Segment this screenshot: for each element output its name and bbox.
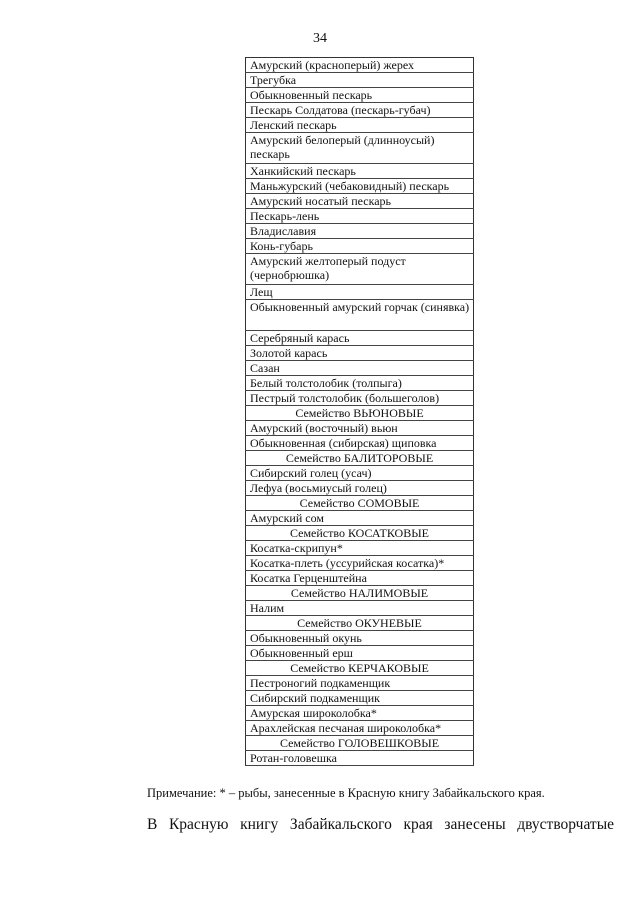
species-row — [246, 300, 474, 331]
species-name-cell: Ленский пескарь — [246, 118, 474, 133]
species-row — [246, 133, 474, 164]
species-name-cell: Сибирский голец (усач) — [246, 466, 474, 481]
species-row — [246, 103, 474, 118]
species-name-cell: Лефуа (восьмиусый голец) — [246, 481, 474, 496]
species-name-cell: Обыкновенный окунь — [246, 631, 474, 646]
species-name-cell: Ханкийский пескарь — [246, 164, 474, 179]
species-name-cell: Серебряный карась — [246, 331, 474, 346]
species-name-cell: Пестроногий подкаменщик — [246, 676, 474, 691]
species-name-cell: Косатка-плеть (уссурийская косатка)* — [246, 556, 474, 571]
species-name-cell: Конь-губарь — [246, 239, 474, 254]
species-name-cell: Обыкновенный пескарь — [246, 88, 474, 103]
species-name-cell: Обыкновенный ерш — [246, 646, 474, 661]
species-name-cell: Амурский белоперый (длинноусый) пескарь — [246, 133, 474, 164]
species-row — [246, 391, 474, 406]
species-name-cell: Косатка Герценштейна — [246, 571, 474, 586]
family-header-row — [246, 406, 474, 421]
species-name-cell: Сибирский подкаменщик — [246, 691, 474, 706]
species-name-cell: Пестрый толстолобик (большеголов) — [246, 391, 474, 406]
species-row — [246, 646, 474, 661]
species-row — [246, 118, 474, 133]
species-row — [246, 751, 474, 766]
family-name-cell: Семейство БАЛИТОРОВЫЕ — [246, 451, 474, 466]
species-name-cell: Обыкновенная (сибирская) щиповка — [246, 436, 474, 451]
footnote: Примечание: * – рыбы, занесенные в Красную книгу Забайкальского края. — [147, 786, 545, 800]
species-row — [246, 346, 474, 361]
family-header-row — [246, 526, 474, 541]
species-name-cell: Косатка-скрипун* — [246, 541, 474, 556]
species-name-cell: Владиславия — [246, 224, 474, 239]
species-name-cell: Арахлейская песчаная широколобка* — [246, 721, 474, 736]
species-row — [246, 164, 474, 179]
family-name-cell: Семейство КОСАТКОВЫЕ — [246, 526, 474, 541]
species-name-cell: Амурский желтоперый подуст (чернобрюшка) — [246, 254, 474, 285]
family-name-cell: Семейство ГОЛОВЕШКОВЫЕ — [246, 736, 474, 751]
family-name-cell: Семейство НАЛИМОВЫЕ — [246, 586, 474, 601]
family-name-cell: Семейство СОМОВЫЕ — [246, 496, 474, 511]
species-name-cell: Белый толстолобик (толпыга) — [246, 376, 474, 391]
species-row — [246, 254, 474, 285]
family-header-row — [246, 586, 474, 601]
species-row — [246, 436, 474, 451]
family-header-row — [246, 661, 474, 676]
family-header-row — [246, 736, 474, 751]
species-table-body — [246, 58, 474, 766]
species-row — [246, 466, 474, 481]
species-row — [246, 224, 474, 239]
species-row — [246, 421, 474, 436]
family-name-cell: Семейство ВЬЮНОВЫЕ — [246, 406, 474, 421]
species-name-cell: Пескарь Солдатова (пескарь-губач) — [246, 103, 474, 118]
species-row — [246, 541, 474, 556]
species-name-cell: Трегубка — [246, 73, 474, 88]
species-row — [246, 285, 474, 300]
species-name-cell: Сазан — [246, 361, 474, 376]
species-row — [246, 511, 474, 526]
species-name-cell: Маньжурский (чебаковидный) пескарь — [246, 179, 474, 194]
species-row — [246, 209, 474, 224]
species-row — [246, 631, 474, 646]
species-row — [246, 676, 474, 691]
species-row — [246, 601, 474, 616]
family-name-cell: Семейство ОКУНЕВЫЕ — [246, 616, 474, 631]
species-name-cell: Амурский носатый пескарь — [246, 194, 474, 209]
body-paragraph: В Красную книгу Забайкальского края занесены двустворчатые — [147, 816, 614, 833]
species-row — [246, 73, 474, 88]
species-row — [246, 721, 474, 736]
species-name-cell: Золотой карась — [246, 346, 474, 361]
species-row — [246, 361, 474, 376]
species-row — [246, 58, 474, 73]
species-row — [246, 571, 474, 586]
family-header-row — [246, 616, 474, 631]
species-row — [246, 88, 474, 103]
family-header-row — [246, 451, 474, 466]
species-row — [246, 179, 474, 194]
species-name-cell: Амурский сом — [246, 511, 474, 526]
species-row — [246, 331, 474, 346]
species-name-cell: Ротан-головешка — [246, 751, 474, 766]
species-name-cell: Налим — [246, 601, 474, 616]
species-row — [246, 239, 474, 254]
page-number: 34 — [313, 31, 327, 46]
species-name-cell: Амурский (восточный) вьюн — [246, 421, 474, 436]
species-row — [246, 481, 474, 496]
family-name-cell: Семейство КЕРЧАКОВЫЕ — [246, 661, 474, 676]
species-name-cell: Амурский (красноперый) жерех — [246, 58, 474, 73]
species-row — [246, 376, 474, 391]
species-row — [246, 194, 474, 209]
species-table — [245, 57, 474, 766]
species-name-cell: Пескарь-лень — [246, 209, 474, 224]
species-name-cell: Лещ — [246, 285, 474, 300]
species-row — [246, 691, 474, 706]
species-row — [246, 556, 474, 571]
species-name-cell: Амурская широколобка* — [246, 706, 474, 721]
species-row — [246, 706, 474, 721]
family-header-row — [246, 496, 474, 511]
species-name-cell: Обыкновенный амурский горчак (синявка) — [246, 300, 474, 331]
